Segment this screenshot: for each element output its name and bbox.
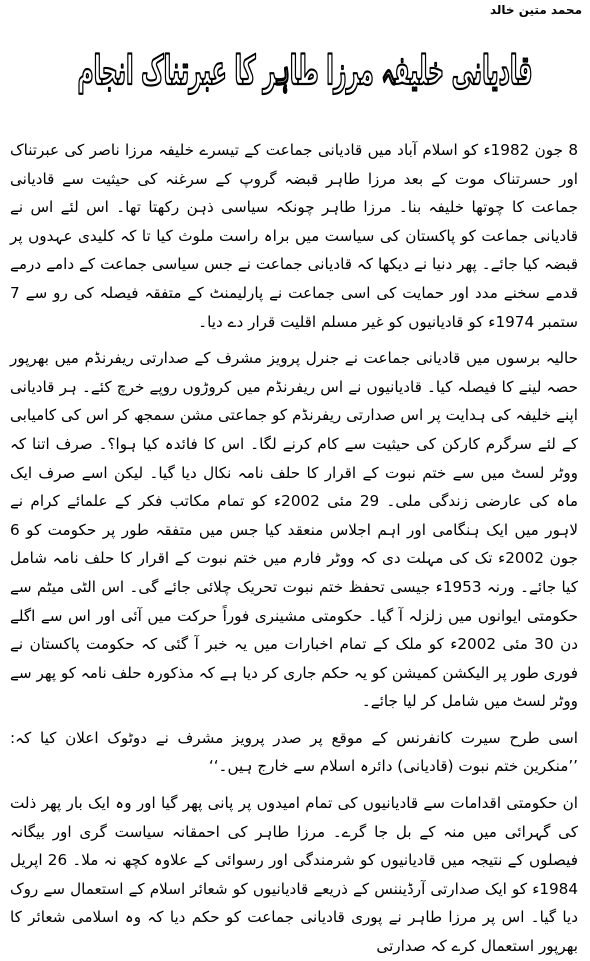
headline-outline-svg [70, 34, 540, 104]
headline-text: قادیانی خلیفہ مرزا طاہر کا عبرتناک انجام [77, 48, 533, 94]
paragraph: ان حکومتی اقدامات سے قادیانیوں کی تمام امیدوں پر پانی پھر گیا اور وہ ایک بار پھر ذلت کی گہرائی میں منہ کے بل جا گرے۔ مرزا طاہر کی احمقانہ سیاست گری اور بیگانہ فیصلوں کے نتیجہ میں قادیانیوں کو شرمندگی اور رسوائی کے علاوہ کچھ نہ ملا۔ 26 اپریل 1984ء کو ایک صدارتی آرڈیننس کے ذریعے قادیانیوں کو شعائر اسلام کے استعمال سے روک دیا گیا۔ اس پر مرزا طاہر نے پوری قادیانی جماعت کو حکم دیا کہ وہ اسلامی شعائر کا بھرپور استعمال کرے کہ صدارتی [10, 794, 578, 956]
paragraph: 8 جون 1982ء کو اسلام آباد میں قادیانی جماعت کے تیسرے خلیفہ مرزا ناصر کی عبرتناک اور حسرتناک موت کے بعد مرزا طاہر قبضہ گروپ کے سرغنہ کی حیثیت سے قادیانی جماعت کا چوتھا خلیفہ بنا۔ مرزا طاہر چونکہ سیاسی ذہن رکھتا تھا۔ اس لئے اس نے قادیانی جماعت کو پاکستان کی سیاست میں براہ راست ملوث کیا تا کہ کلیدی عہدوں پر قبضہ کیا جائے۔ پھر دنیا نے دیکھا کہ قادیانی جماعت نے جس سیاسی جماعت کے دامے درمے قدمے سخنے مدد اور حمایت کی اسی جماعت نے پارلیمنٹ کے متفقہ فیصلہ کی رو سے 7 ستمبر 1974ء کو قادیانیوں کو غیر مسلم اقلیت قرار دے دیا۔ [10, 141, 578, 331]
headline [70, 34, 540, 104]
author-byline: محمد متین خالد [489, 3, 582, 17]
article-body [10, 136, 578, 961]
paragraph: اسی طرح سیرت کانفرنس کے موقع پر صدر پرویز مشرف نے دوٹوک اعلان کیا کہ: ’’منکرین ختم نبوت (قادیانی) دائرہ اسلام سے خارج ہیں۔‘‘ [10, 728, 578, 776]
paragraph: حالیہ برسوں میں قادیانی جماعت نے جنرل پرویز مشرف کے صدارتی ریفرنڈم میں بھرپور حصہ لینے کا فیصلہ کیا۔ قادیانیوں نے اس ریفرنڈم میں کروڑوں روپے خرچ کئے۔ ہر قادیانی اپنے خلیفہ کی ہدایت پر اس صدارتی ریفرنڈم کو جماعتی مشن سمجھ کر اس کی کامیابی کے لئے سرگرم کارکن کی حیثیت سے کام کرنے لگا۔ اس کا فائدہ کیا ہوا؟۔ صرف اتنا کہ ووٹر لسٹ میں سے ختم نبوت کے اقرار کا حلف نامہ نکال دیا گیا۔ لیکن اسے صرف ایک ماہ کی عارضی زندگی ملی۔ 29 مئی 2002ء کو تمام مکاتب فکر کے علمائے کرام نے لاہور میں ایک ہنگامی اور اہم اجلاس منعقد کیا جس میں متفقہ طور پر حکومت کو 6 جون 2002ء تک کی مہلت دی کہ ووٹر فارم میں ختم نبوت کے اقرار کا حلف نامہ شامل کیا جائے۔ ورنہ 1953ء جیسی تحفظ ختم نبوت تحریک چلائی جائے گی۔ اس الٹی میٹم سے حکومتی ایوانوں میں زلزلہ آ گیا۔ حکومتی مشینری فوراً حرکت میں آئی اور اس سے اگلے دن 30 مئی 2002ء کو ملک کے تمام اخبارات میں یہ خبر آ گئی کہ حکومت پاکستان نے فوری طور پر الیکشن کمیشن کو یہ حکم جاری کر دیا ہے کہ مذکورہ حلف نامہ کو پھر سے ووٹر لسٹ میں شامل کر لیا جائے۔ [10, 349, 578, 711]
